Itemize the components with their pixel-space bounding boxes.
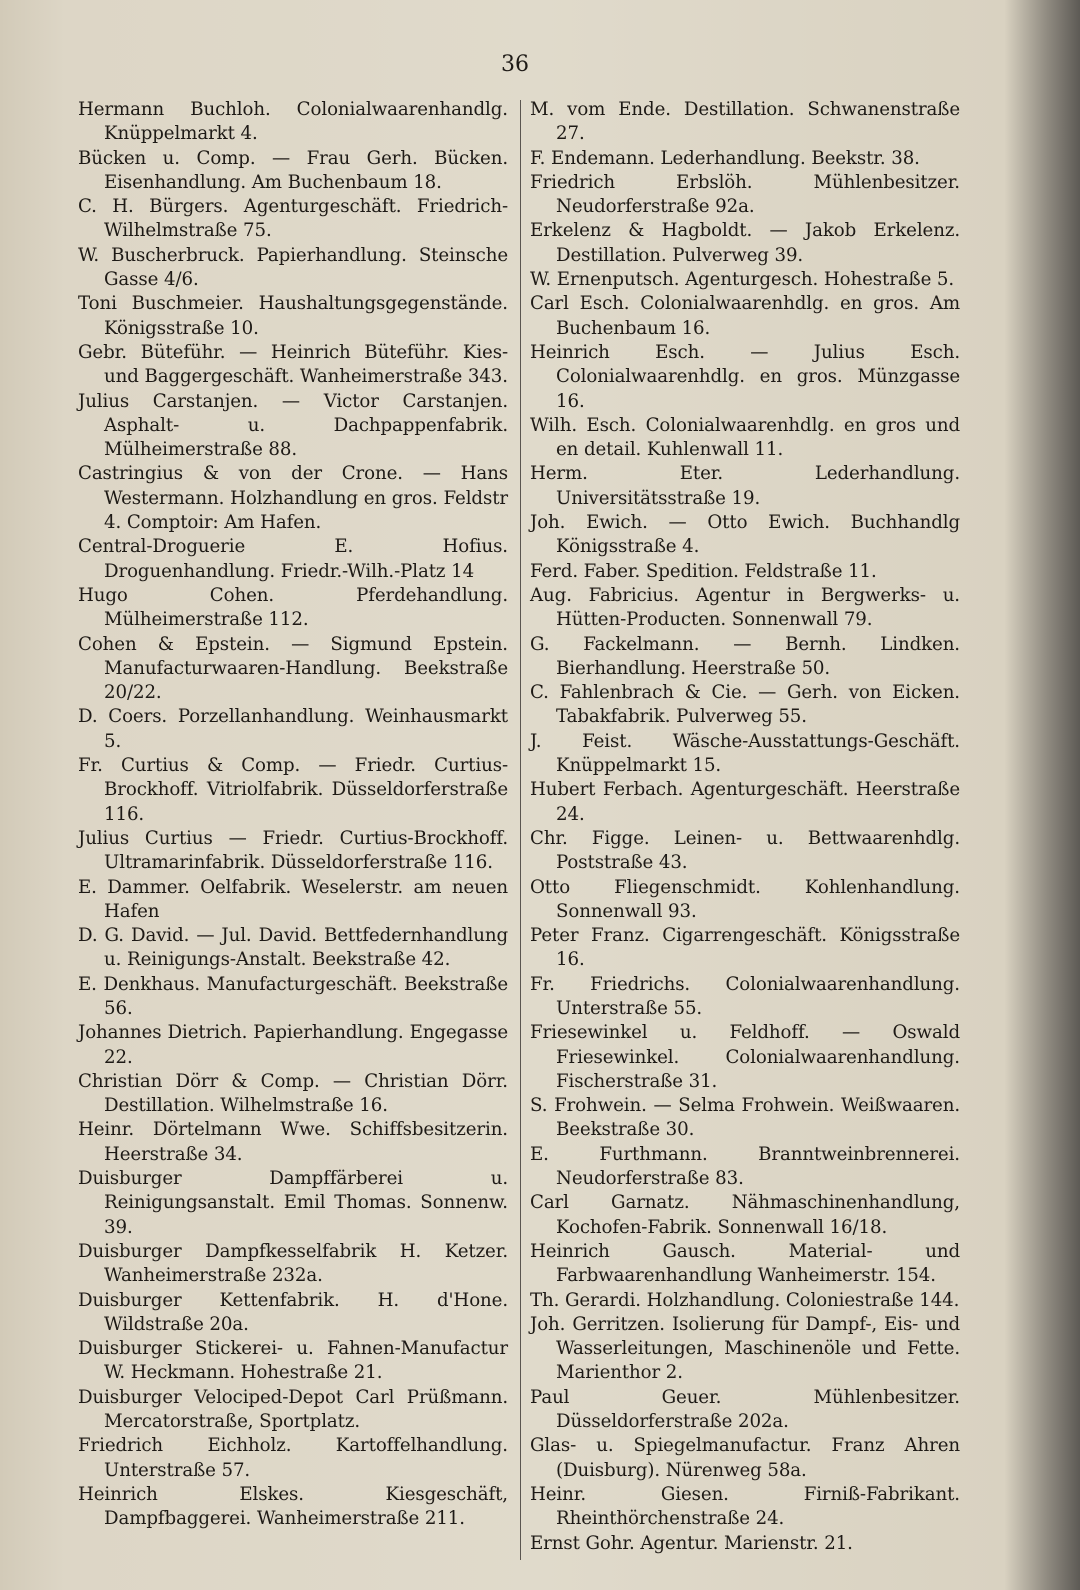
directory-entry: C. H. Bürgers. Agenturgeschäft. Friedrich-Wilhelmstraße 75. [78, 196, 508, 242]
directory-entry: Th. Gerardi. Holzhandlung. Coloniestraße 144. [530, 1289, 960, 1311]
directory-entry: Carl Esch. Colonialwaarenhdlg. en gros. Am Buchenbaum 16. [530, 293, 960, 339]
directory-entry: Heinrich Elskes. Kiesgeschäft, Dampfbaggerei. Wanheimerstraße 211. [78, 1483, 508, 1530]
directory-entry: Friesewinkel u. Feldhoff. — Oswald Friesewinkel. Colonialwaarenhandlung. Fischerstraße 31. [530, 1022, 960, 1092]
directory-entry: Fr. Friedrichs. Colonialwaarenhandlung. Unterstraße 55. [530, 973, 960, 1019]
directory-entry: Christian Dörr & Comp. — Christian Dörr. Destillation. Wilhelmstraße 16. [78, 1070, 508, 1117]
directory-entry: Otto Fliegenschmidt. Kohlenhandlung. Sonnenwall 93. [530, 876, 960, 922]
directory-entry: Friedrich Eichholz. Kartoffelhandlung. Unterstraße 57. [78, 1435, 508, 1481]
directory-entry: S. Frohwein. — Selma Frohwein. Weißwaaren. Beekstraße 30. [530, 1095, 960, 1141]
directory-entry: D. Coers. Porzellanhandlung. Weinhausmarkt 5. [78, 706, 508, 752]
directory-entry: Joh. Ewich. — Otto Ewich. Buchhandlg Königsstraße 4. [530, 512, 960, 558]
directory-entry: Joh. Gerritzen. Isolierung für Dampf-, Eis- und Wasserleitungen, Maschinenöle und Fette. Marienthor 2. [530, 1313, 960, 1384]
directory-entry: M. vom Ende. Destillation. Schwanenstraße 27. [530, 99, 960, 145]
directory-entry: Gebr. Büteführ. — Heinrich Büteführ. Kies- und Baggergeschäft. Wanheimerstraße 343. [78, 341, 508, 388]
directory-entry: Heinrich Gausch. Material- und Farbwaarenhandlung Wanheimerstr. 154. [530, 1240, 960, 1287]
directory-entry: D. G. David. — Jul. David. Bettfedernhandlung u. Reinigungs-Anstalt. Beekstraße 42. [78, 925, 508, 971]
directory-entry: Duisburger Velociped-Depot Carl Prüßmann. Mercatorstraße, Sportplatz. [78, 1386, 508, 1433]
directory-entry: G. Fackelmann. — Bernh. Lindken. Bierhandlung. Heerstraße 50. [530, 633, 960, 679]
directory-entry: Duisburger Dampfkesselfabrik H. Ketzer. Wanheimerstraße 232a. [78, 1240, 508, 1287]
directory-entry: Julius Curtius — Friedr. Curtius-Brockhoff. Ultramarinfabrik. Düsseldorferstraße 116. [78, 827, 508, 874]
page-number: 36 [501, 52, 529, 77]
directory-entry: Erkelenz & Hagboldt. — Jakob Erkelenz. Destillation. Pulverweg 39. [530, 220, 960, 266]
column-divider [520, 100, 521, 1560]
directory-entry: Heinr. Dörtelmann Wwe. Schiffsbesitzerin. Heerstraße 34. [78, 1119, 508, 1165]
directory-entry: C. Fahlenbrach & Cie. — Gerh. von Eicken. Tabakfabrik. Pulverweg 55. [530, 682, 960, 728]
directory-entry: J. Feist. Wäsche-Ausstattungs-Geschäft. Knüppelmarkt 15. [530, 730, 960, 777]
directory-entry: Carl Garnatz. Nähmaschinenhandlung, Kochofen-Fabrik. Sonnenwall 16/18. [530, 1192, 960, 1238]
directory-entry: Heinrich Esch. — Julius Esch. Colonialwaarenhdlg. en gros. Münzgasse 16. [530, 341, 960, 412]
directory-entry: Toni Buschmeier. Haushaltungsgegenstände. Königsstraße 10. [78, 293, 508, 339]
directory-entry: Julius Carstanjen. — Victor Carstanjen. Asphalt- u. Dachpappenfabrik. Mülheimerstraße 88. [78, 390, 508, 461]
directory-entry: Hugo Cohen. Pferdehandlung. Mülheimerstraße 112. [78, 584, 508, 631]
directory-entry: Bücken u. Comp. — Frau Gerh. Bücken. Eisenhandlung. Am Buchenbaum 18. [78, 147, 508, 193]
directory-entry: W. Ernenputsch. Agenturgesch. Hohestraße 5. [530, 269, 955, 291]
directory-entry: Wilh. Esch. Colonialwaarenhdlg. en gros und en detail. Kuhlenwall 11. [530, 414, 960, 461]
directory-entry: E. Denkhaus. Manufacturgeschäft. Beekstraße 56. [78, 973, 508, 1019]
directory-entry: Peter Franz. Cigarrengeschäft. Königsstraße 16. [530, 925, 960, 971]
directory-entry: Friedrich Erbslöh. Mühlenbesitzer. Neudorferstraße 92a. [530, 171, 960, 218]
right-column [530, 98, 960, 1556]
directory-entry: Hermann Buchloh. Colonialwaarenhandlg. Knüppelmarkt 4. [78, 99, 508, 145]
directory-entry: Johannes Dietrich. Papierhandlung. Engegasse 22. [78, 1022, 508, 1068]
directory-entry: Aug. Fabricius. Agentur in Bergwerks- u. Hütten-Producten. Sonnenwall 79. [530, 584, 960, 631]
directory-entry: Hubert Ferbach. Agenturgeschäft. Heerstraße 24. [530, 779, 960, 825]
directory-entry: Fr. Curtius & Comp. — Friedr. Curtius-Brockhoff. Vitriolfabrik. Düsseldorferstraße 116. [78, 755, 508, 825]
directory-entry: Ferd. Faber. Spedition. Feldstraße 11. [530, 560, 877, 582]
directory-entry: Castringius & von der Crone. — Hans Westermann. Holzhandlung en gros. Feldstr 4. Comptoir: Am Hafen. [78, 463, 508, 534]
left-column [78, 98, 508, 1532]
directory-entry: Herm. Eter. Lederhandlung. Universitätsstraße 19. [530, 463, 960, 509]
directory-entry: Glas- u. Spiegelmanufactur. Franz Ahren (Duisburg). Nürenweg 58a. [530, 1435, 960, 1481]
directory-entry: F. Endemann. Lederhandlung. Beekstr. 38. [530, 147, 920, 169]
directory-entry: Cohen & Epstein. — Sigmund Epstein. Manufacturwaaren-Handlung. Beekstraße 20/22. [78, 633, 508, 704]
directory-entry: Duisburger Kettenfabrik. H. d'Hone. Wildstraße 20a. [78, 1289, 508, 1335]
directory-entry: E. Furthmann. Branntweinbrennerei. Neudorferstraße 83. [530, 1143, 960, 1190]
directory-entry: Heinr. Giesen. Firniß-Fabrikant. Rheinthörchenstraße 24. [530, 1483, 960, 1530]
directory-entry: E. Dammer. Oelfabrik. Weselerstr. am neuen Hafen [78, 876, 508, 922]
directory-entry: Duisburger Dampffärberei u. Reinigungsanstalt. Emil Thomas. Sonnenw. 39. [78, 1168, 508, 1238]
directory-entry: Central-Droguerie E. Hofius. Droguenhandlung. Friedr.-Wilh.-Platz 14 [78, 536, 508, 582]
directory-entry: W. Buscherbruck. Papierhandlung. Steinsche Gasse 4/6. [78, 244, 508, 291]
directory-entry: Paul Geuer. Mühlenbesitzer. Düsseldorferstraße 202a. [530, 1386, 960, 1433]
directory-entry: Duisburger Stickerei- u. Fahnen-Manufactur W. Heckmann. Hohestraße 21. [78, 1338, 508, 1384]
directory-entry: Chr. Figge. Leinen- u. Bettwaarenhdlg. Poststraße 43. [530, 827, 960, 874]
directory-entry: Ernst Gohr. Agentur. Marienstr. 21. [530, 1532, 853, 1554]
